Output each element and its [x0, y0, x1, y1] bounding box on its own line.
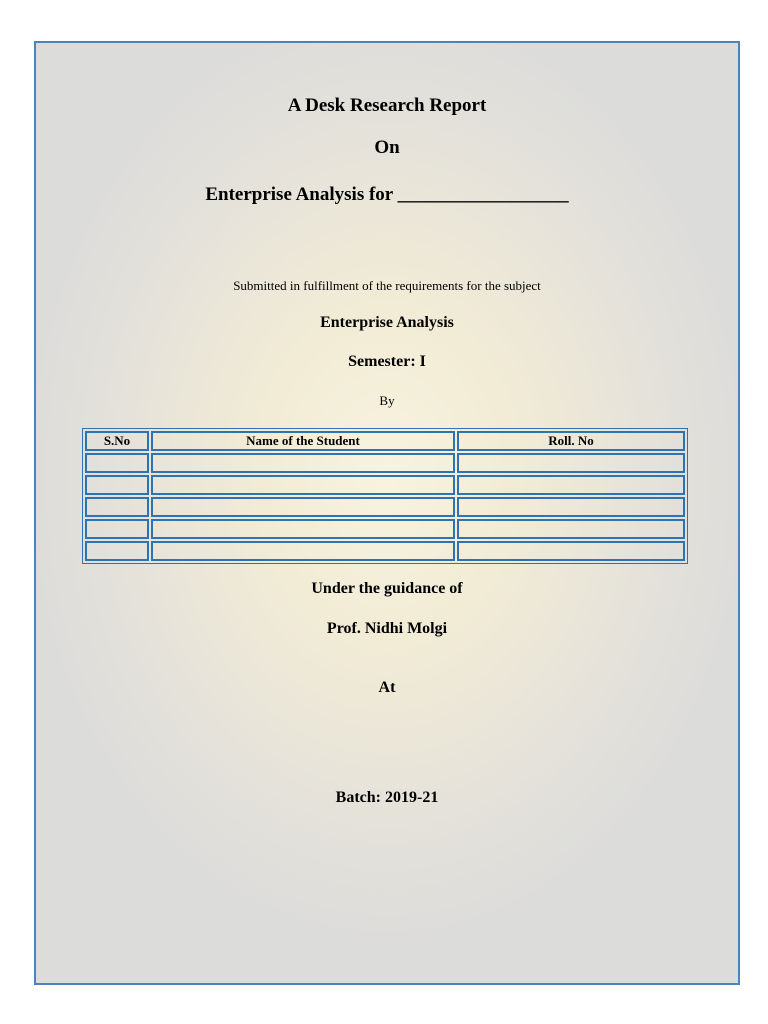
submitted-text: Submitted in fulfillment of the requirements for the subject [233, 278, 541, 293]
semester-label: Semester: I [348, 353, 426, 370]
header-sno: S.No [85, 431, 149, 451]
cell-student-name [151, 541, 455, 561]
guidance-label: Under the guidance of [311, 580, 463, 597]
cell-sno [85, 497, 149, 517]
cell-roll-no [457, 453, 685, 473]
cell-sno [85, 453, 149, 473]
table-row [85, 519, 685, 539]
table-row [85, 541, 685, 561]
header-student-name: Name of the Student [151, 431, 455, 451]
report-cover-page [34, 41, 740, 985]
subject-name: Enterprise Analysis [320, 314, 454, 331]
cell-student-name [151, 453, 455, 473]
by-label: By [379, 393, 395, 408]
cell-sno [85, 519, 149, 539]
at-label: At [378, 679, 396, 696]
table-row [85, 497, 685, 517]
professor-name: Prof. Nidhi Molgi [326, 620, 448, 637]
cell-roll-no [457, 541, 685, 561]
cell-roll-no [457, 475, 685, 495]
cell-sno [85, 475, 149, 495]
cell-roll-no [457, 497, 685, 517]
table-row [85, 475, 685, 495]
batch-label: Batch: 2019-21 [335, 789, 439, 806]
header-roll-no: Roll. No [457, 431, 685, 451]
cell-sno [85, 541, 149, 561]
table-row [85, 453, 685, 473]
enterprise-analysis-line: Enterprise Analysis for __________________ [205, 184, 569, 205]
cell-roll-no [457, 519, 685, 539]
cell-student-name [151, 519, 455, 539]
table-header-row [85, 431, 685, 451]
report-title: A Desk Research Report [287, 95, 487, 116]
cell-student-name [151, 475, 455, 495]
report-on: On [374, 137, 400, 158]
cell-student-name [151, 497, 455, 517]
student-table [82, 428, 688, 564]
